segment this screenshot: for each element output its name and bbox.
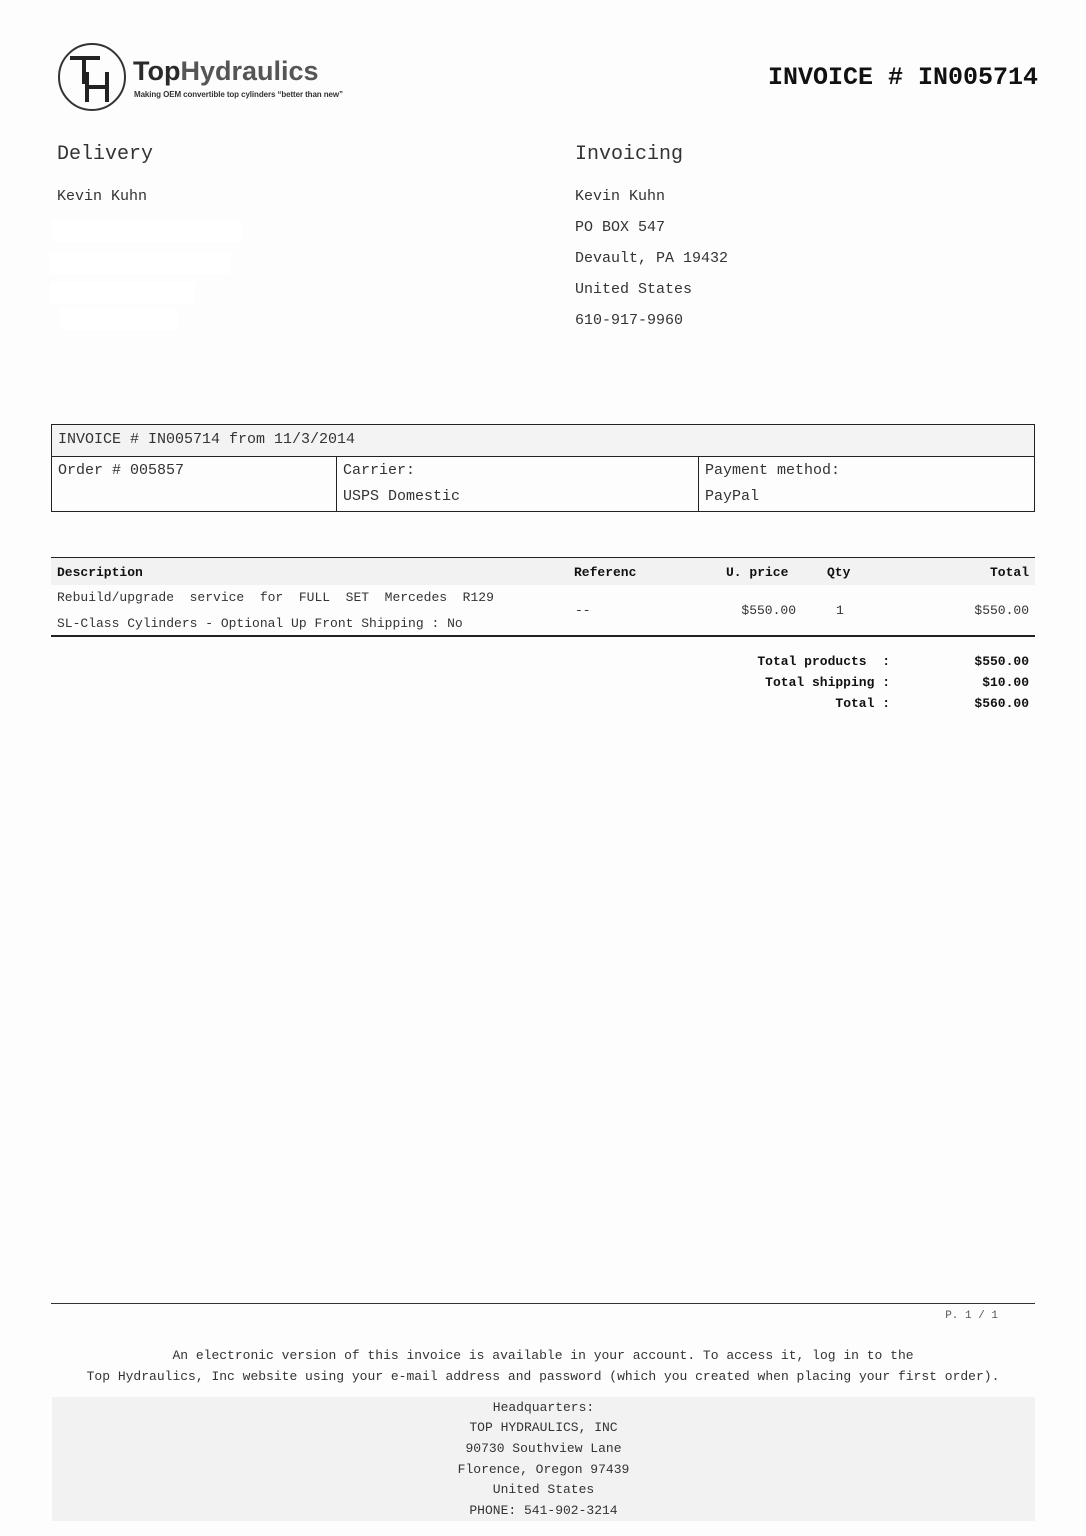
- redacted-address-block: [52, 220, 242, 242]
- item-unit-price: $550.00: [741, 603, 796, 618]
- invoice-info-header: [52, 425, 1034, 457]
- item-description-line1: Rebuild/upgrade service for FULL SET Mercedes R129: [57, 590, 494, 605]
- items-table-header: [51, 558, 1035, 585]
- invoicing-heading: Invoicing: [575, 143, 684, 166]
- hq-company: TOP HYDRAULICS, INC: [469, 1420, 618, 1435]
- hq-country: United States: [492, 1482, 595, 1497]
- redacted-address-block: [50, 252, 230, 274]
- brand-part1: Top: [133, 56, 181, 86]
- item-description-line2: SL-Class Cylinders - Optional Up Front Shipping : No: [57, 616, 463, 631]
- invoicing-name: Kevin Kuhn: [575, 188, 666, 205]
- col-description: Description: [57, 565, 143, 580]
- invoicing-city: Devault, PA 19432: [575, 250, 729, 267]
- notice-line1: An electronic version of this invoice is available in your account. To access it, log in to the: [172, 1348, 914, 1363]
- col-reference: Referenc: [574, 565, 637, 580]
- invoicing-country: United States: [575, 281, 693, 298]
- total-products-value: $550.00: [974, 654, 1029, 669]
- footer-divider: [51, 1303, 1035, 1304]
- items-table-bottom-rule: [51, 635, 1035, 637]
- company-logo-icon: [57, 42, 127, 112]
- invoicing-street: PO BOX 547: [575, 219, 666, 236]
- col-total: Total: [989, 565, 1029, 580]
- invoicing-phone: 610-917-9960: [575, 312, 684, 329]
- hq-phone: PHONE: 541-902-3214: [469, 1503, 618, 1518]
- hq-city: Florence, Oregon 97439: [457, 1462, 630, 1477]
- item-total: $550.00: [974, 603, 1029, 618]
- carrier-label: Carrier:: [343, 462, 416, 479]
- invoice-date-text: INVOICE # IN005714 from 11/3/2014: [58, 431, 356, 448]
- company-name: [133, 56, 319, 86]
- hq-street: 90730 Southview Lane: [465, 1441, 622, 1456]
- grand-total-label: Total :: [835, 696, 890, 711]
- redacted-address-block: [50, 282, 195, 304]
- order-cell: [52, 456, 336, 511]
- invoice-title: INVOICE # IN005714: [767, 63, 1038, 92]
- col-qty: Qty: [827, 565, 851, 580]
- total-shipping-label: Total shipping :: [765, 675, 890, 690]
- page-number: P. 1 / 1: [945, 1310, 998, 1322]
- payment-value: PayPal: [705, 488, 760, 505]
- redacted-address-block: [60, 308, 178, 330]
- notice-line2: Top Hydraulics, Inc website using your e-mail address and password (which you created when placing your first order).: [86, 1369, 1000, 1384]
- col-unit-price: U. price: [726, 565, 789, 580]
- hq-heading: Headquarters:: [492, 1400, 595, 1415]
- total-products-label: Total products :: [757, 654, 890, 669]
- delivery-name: Kevin Kuhn: [57, 188, 148, 205]
- invoice-info-table: [51, 424, 1035, 512]
- brand-part2: Hydraulics: [180, 56, 319, 86]
- total-shipping-value: $10.00: [982, 675, 1029, 690]
- item-qty: 1: [836, 603, 844, 618]
- delivery-heading: Delivery: [57, 143, 154, 166]
- carrier-value: USPS Domestic: [343, 488, 461, 505]
- company-tagline: Making OEM convertible top cylinders “better than new”: [134, 90, 343, 99]
- payment-cell: [698, 456, 1034, 511]
- grand-total-value: $560.00: [974, 696, 1029, 711]
- item-reference: --: [575, 603, 591, 618]
- payment-label: Payment method:: [705, 462, 841, 479]
- order-number: Order # 005857: [58, 462, 185, 479]
- carrier-cell: [336, 456, 699, 511]
